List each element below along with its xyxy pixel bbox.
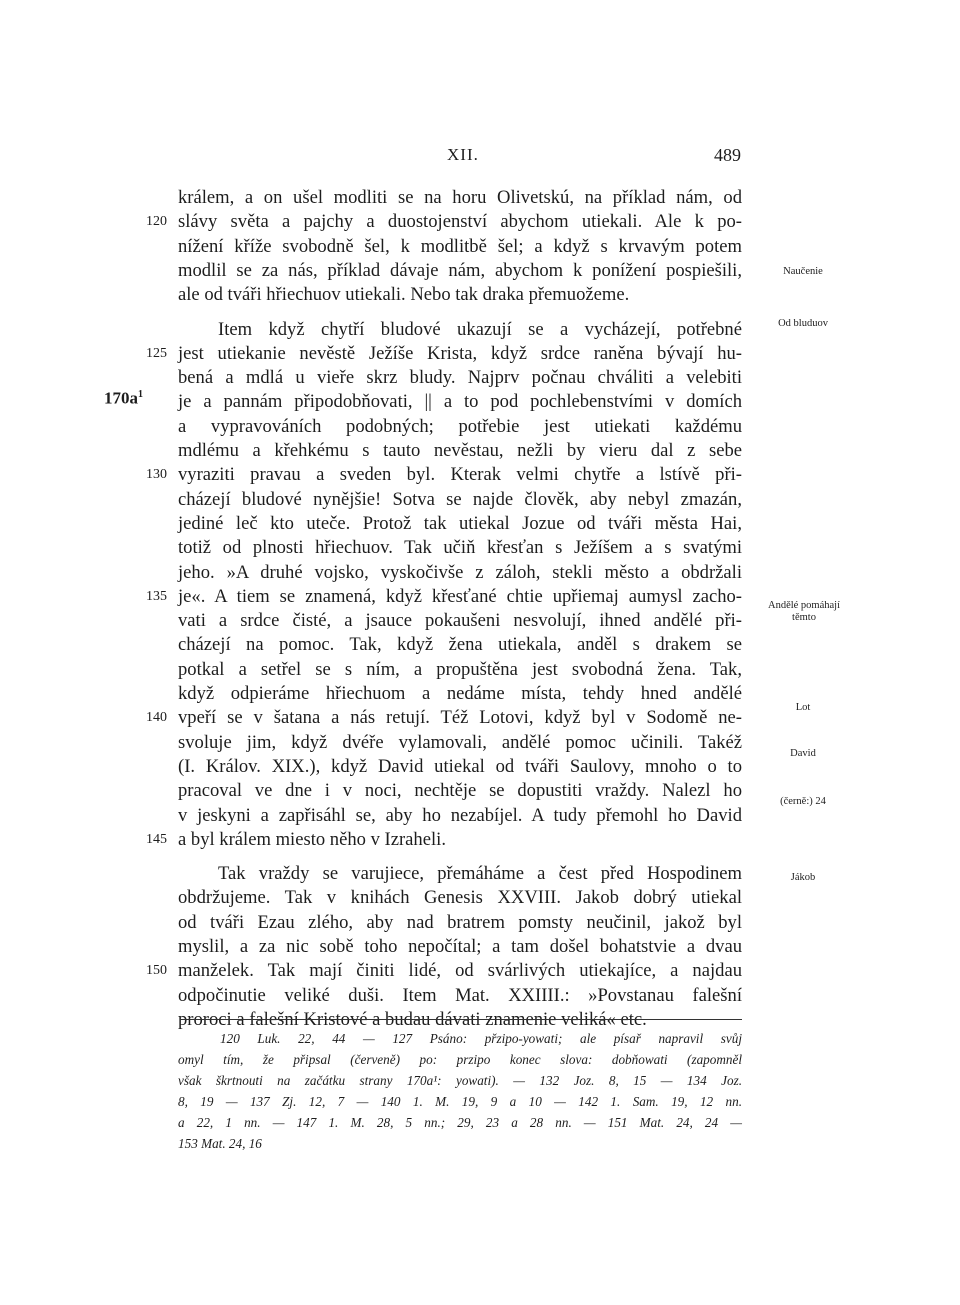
text-line: obdržujeme. Tak v knihách Genesis XXVIII. Jakob dobrý utiekal xyxy=(178,887,742,909)
text-line: vpeří se v šatana a nás retují. Též Lotovi, když byl v Sodomě ne- xyxy=(178,707,742,729)
text-line: vyraziti pravau a sveden byl. Kterak velmi chytře a lstívě při- xyxy=(178,464,742,486)
text-line: odpočinutie veliké duši. Item Mat. XXIIII.: »Povstanau falešní xyxy=(178,984,742,1006)
text-line: v jeskyni a zapřisáhl se, aby ho nezabíjel. A tudy přemohl ho David xyxy=(178,804,742,826)
text-line: bená a mdlá u vieře skrz bludy. Najprv počnau chváliti a velebiti xyxy=(178,367,742,389)
line-number: 130 xyxy=(146,467,167,483)
margin-note-jakob: Jákob xyxy=(790,872,816,883)
line-number: 135 xyxy=(146,588,167,604)
text-line: Tak vraždy se varujiece, přemáháme a čest před Hospodinem xyxy=(218,863,742,885)
text-line: nížení kříže svobodně šel, k modlitbě šel; a když s krvavým potem xyxy=(178,235,742,257)
margin-note-lot: Lot xyxy=(795,702,811,713)
margin-note-naucenie: Naučenie xyxy=(783,266,823,277)
text-line: slávy světa a pajchy a duostojenství abychom utiekali. Ale k po- xyxy=(178,211,742,233)
text-line: (I. Králov. XIX.), když David utiekal od tváři Saulovy, mnoho o to xyxy=(178,755,742,777)
page-header xyxy=(0,145,960,169)
text-line: jeho. »A druhé vojsko, vyskočivše z záloh, stekli město a obdržali xyxy=(178,561,742,583)
text-line: svoluje jim, když dvéře vylamovali, andělé pomoc učinili. Takéž xyxy=(178,731,742,753)
text-line: Item když chytří bludové ukazují se a vycházejí, potřebné xyxy=(218,318,742,340)
text-line: jest utiekanie nevěstě Ježíše Krista, když srdce raněna bývají hu- xyxy=(178,342,742,364)
text-line: vati a srdce čisté, a jsauce pokaušeni nesvolují, ihned andělé při- xyxy=(178,610,742,632)
text-line: ale od tváři hřiechuov utiekali. Nebo tak draka přemuožeme. xyxy=(178,284,630,306)
text-line: a vypravováních podobných; potřebie jest utiekati každému xyxy=(178,415,742,437)
text-line: je a pannám připodobňovati, || a to pod pochlebenstvími v domích xyxy=(178,391,742,413)
margin-note-od-bluduov: Od bluduov xyxy=(778,318,828,329)
footnote-line: a 22, 1 nn. — 147 1. M. 28, 5 nn.; 29, 23 a 28 nn. — 151 Mat. 24, 24 — xyxy=(178,1115,742,1130)
text-line: pracoval ve dne i v noci, nechtěje se dopustiti vraždy. Nalezl ho xyxy=(178,780,742,802)
footnote-line: omyl tím, že připsal (červeně) po: przipo konec slova: dobňowati (zapomněl xyxy=(178,1052,742,1067)
text-line: modlil se za nás, příklad dávaje nám, abychom k ponížení pospiešili, xyxy=(178,259,742,281)
text-line: mdlému a křehkému s tauto nevěstau, nežli by vieru dal z sebe xyxy=(178,440,742,461)
text-line: potkal a setřel se s ním, a propuštěna jest svobodná žena. Tak, xyxy=(178,658,742,680)
folio-mark: $170a^1$ xyxy=(104,388,143,408)
line-number: 145 xyxy=(146,831,167,847)
text-line: cházejí bludové nynějšie! Sotva se najde člověk, aby nebyl zmazán, xyxy=(178,488,742,510)
text-line: manželek. Tak mají činiti lidé, od svárlivých utiekajíce, a najdau xyxy=(178,960,742,982)
footnote-line: 153 Mat. 24, 16 xyxy=(178,1136,262,1151)
running-head: XII. xyxy=(447,145,479,164)
footnote-line: však škrtnouti na začátku strany 170a¹: yowati). — 132 Joz. 8, 15 — 134 Joz. xyxy=(178,1073,742,1088)
line-number: 150 xyxy=(146,963,167,979)
footnote-line: 120 Luk. 22, 44 — 127 Psáno: přzipo-yowati; ale písař napravil svůj xyxy=(220,1031,742,1046)
text-line: a byl králem miesto něho v Izraheli. xyxy=(178,828,446,850)
footnote-rule xyxy=(180,1019,742,1020)
text-line: jediné leč kto uteče. Protož tak utiekal Jozue od tváři města Hai, xyxy=(178,512,742,534)
page-number: 489 xyxy=(714,145,741,165)
text-line: totiž od plnosti hřiechuov. Tak učiň křesťan s Ježíšem a s svatými xyxy=(178,537,742,559)
line-number: 125 xyxy=(146,345,167,361)
line-number: 140 xyxy=(146,710,167,726)
text-line: myslil, a za nic sobě toho nepočítal; a tam došel bohatstvie a dvau xyxy=(178,936,742,957)
margin-note-andele: Andělé pomáhají těmto xyxy=(767,600,841,623)
line-number: 120 xyxy=(146,214,167,230)
margin-note-david: David xyxy=(790,748,816,759)
text-line: králem, a on ušel modliti se na horu Olivetskú, na příklad nám, od xyxy=(178,187,742,208)
text-line: od tváři Ezau zlého, aby nad bratrem pomsty neučinil, jakož byl xyxy=(178,911,742,933)
footnote-line: 8, 19 — 137 Zj. 12, 7 — 140 1. M. 19, 9 a 10 — 142 1. Sam. 19, 12 nn. xyxy=(178,1094,742,1109)
margin-note-cerne: (černě:) 24 xyxy=(780,796,826,807)
text-line: je«. A tiem se znamená, když křesťané chtie upřiemaj aumysl zacho- xyxy=(178,585,742,607)
text-line: cházejí na pomoc. Tak, když žena utiekala, anděl s drakem se xyxy=(178,634,742,656)
text-line: když odpieráme hřiechuom a nedáme místa, tehdy hned andělé xyxy=(178,683,742,704)
text-line: proroci a falešní Kristové a budau dávati znamenie veliká« etc. xyxy=(178,1008,647,1030)
